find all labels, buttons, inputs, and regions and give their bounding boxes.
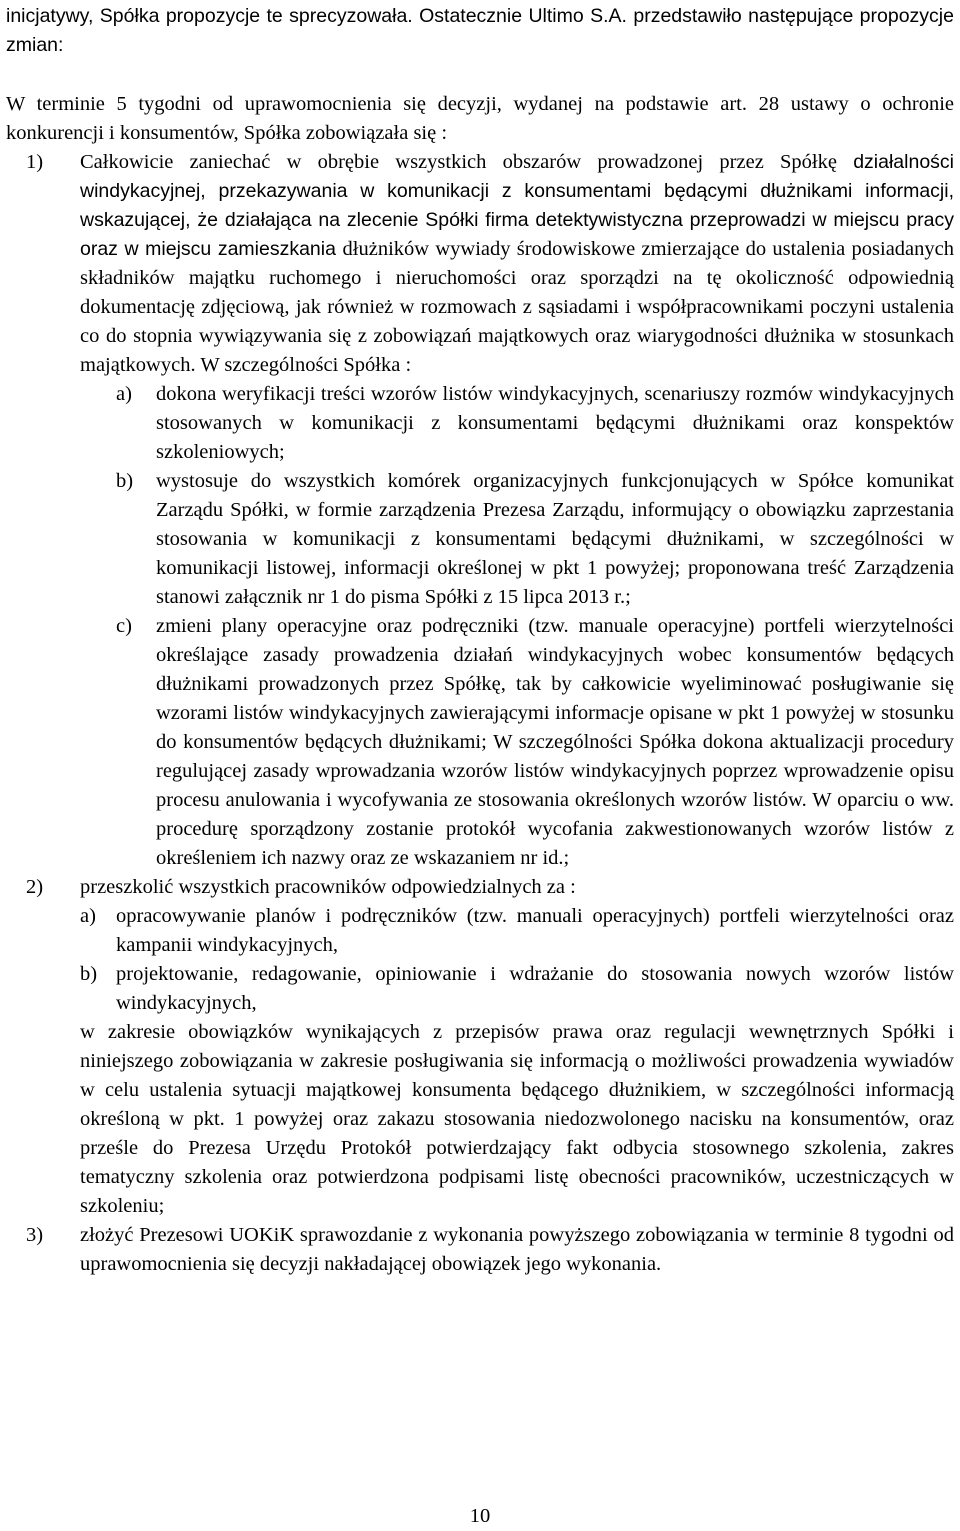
subitem-text: opracowywanie planów i podręczników (tzw. manuali operacyjnych) portfeli wierzytelności oraz kampanii windykacyjnych,	[116, 905, 954, 956]
subitem-letter: a)	[80, 905, 96, 927]
item-number: 2)	[26, 876, 44, 898]
commitment-lead: W terminie 5 tygodni od uprawomocnienia się decyzji, wydanej na podstawie art. 28 ustawy o ochronie konkurencji i konsumentów, Spółka zobowiązała się :	[6, 93, 954, 144]
commitment-subitem-1c	[6, 612, 954, 873]
commitments-section	[6, 61, 954, 1279]
commitment-item-1	[6, 148, 954, 380]
subitem-text: projektowanie, redagowanie, opiniowanie i wdrażanie do stosowania nowych wzorów listów windykacyjnych,	[116, 963, 954, 1014]
intro-paragraph: inicjatywy, Spółka propozycje te sprecyzowała. Ostatecznie Ultimo S.A. przedstawiło następujące propozycje zmian:	[6, 5, 954, 56]
item-number: 1)	[26, 151, 44, 173]
commitment-subitem-2a	[6, 902, 954, 960]
subitem-letter: b)	[80, 963, 98, 985]
subitem-text: wystosuje do wszystkich komórek organizacyjnych funkcjonujących w Spółce komunikat Zarządu Spółki, w formie zarządzenia Prezesa Zarządu, informujący o obowiązku zaprzestania stosowania w komunikacji z konsumentami będącymi dłużnikami, w szczególności w komunikacji listowej, informacji określonej w pkt 1 powyżej; proponowana treść Zarządzenia stanowi załącznik nr 1 do pisma Spółki z 15 lipca 2013 r.;	[156, 470, 954, 608]
commitment-subitem-1b	[6, 467, 954, 612]
item-text-part: działalności windykacyjnej, przekazywania w komunikacji z konsumentami będącymi dłużnikami informacji, wskazującej, że działająca na zlecenie Spółki firma detektywistyczna przeprowadzi w miejscu pracy oraz w miejscu zamieszkania	[80, 151, 954, 260]
commitment-subitem-1a	[6, 380, 954, 467]
subitem-letter: b)	[116, 470, 134, 492]
item-continuation: w zakresie obowiązków wynikających z przepisów prawa oraz regulacji wewnętrznych Spółki i niniejszego zobowiązania w zakresie posługiwania się informacją o możliwości prowadzenia wywiadów w celu ustalenia sytuacji majątkowej konsumenta będącego dłużnikiem, w szczególności informacją określoną w pkt. 1 powyżej oraz zakazu stosowania niedozwolonego nacisku na konsumentów, oraz prześle do Prezesa Urzędu Protokół potwierdzający fakt odbycia stosownego szkolenia, zakres tematyczny szkolenia oraz potwierdzona podpisami listę obecności pracowników, uczestniczących w szkoleniu;	[80, 1021, 954, 1217]
item-number: 3)	[26, 1224, 44, 1246]
commitment-subitem-2b	[6, 960, 954, 1018]
commitment-item-3	[6, 1221, 954, 1279]
item-text: przeszkolić wszystkich pracowników odpowiedzialnych za :	[80, 876, 576, 898]
subitem-text: zmieni plany operacyjne oraz podręczniki (tzw. manuale operacyjne) portfeli wierzytelności określające zasady prowadzenia działań windykacyjnych wobec konsumentów będących dłużnikami prowadzonych przez Spółkę, tak by całkowicie wyeliminować posługiwanie się wzorami listów windykacyjnych zawierającymi informacje opisane w pkt 1 powyżej w stosunku do konsumentów będących dłużnikami; W szczególności Spółka dokona aktualizacji procedury regulującej zasady wprowadzania wzorów listów windykacyjnych poprzez wprowadzenie opisu procesu anulowania i wycofywania ze stosowania określonych wzorów listów. W oparciu o ww. procedurę sporządzony zostanie protokół wycofania zakwestionowanych wzorów listów z określeniem ich nazwy oraz ze wskazaniem nr id.;	[156, 615, 954, 869]
subitem-letter: c)	[116, 615, 132, 637]
item-text-part: dłużników wywiady środowiskowe zmierzające do ustalenia posiadanych składników majątku ruchomego i nieruchomości oraz sporządzi na tę okoliczność odpowiednią dokumentację zdjęciową, jak również w rozmowach z sąsiadami i współpracownikami poczyni ustalenia co do stopnia wywiązywania się z zobowiązań majątkowych oraz wiarygodności dłużnika w stosunkach majątkowych. W szczególności Spółka :	[80, 238, 955, 376]
item-text: złożyć Prezesowi UOKiK sprawozdanie z wykonania powyższego zobowiązania w terminie 8 tygodni od uprawomocnienia się decyzji nakładającej obowiązek jego wykonania.	[80, 1224, 954, 1275]
commitment-item-2	[6, 873, 954, 902]
item-text-part: Całkowicie zaniechać w obrębie wszystkich obszarów prowadzonej przez Spółkę	[80, 151, 854, 173]
subitem-letter: a)	[116, 383, 132, 405]
item-text	[80, 148, 954, 380]
page-number: 10	[469, 1505, 491, 1527]
subitem-text: dokona weryfikacji treści wzorów listów windykacyjnych, scenariuszy rozmów windykacyjnych stosowanych w komunikacji z konsumentami będącymi dłużnikami oraz konspektów szkoleniowych;	[156, 383, 954, 463]
